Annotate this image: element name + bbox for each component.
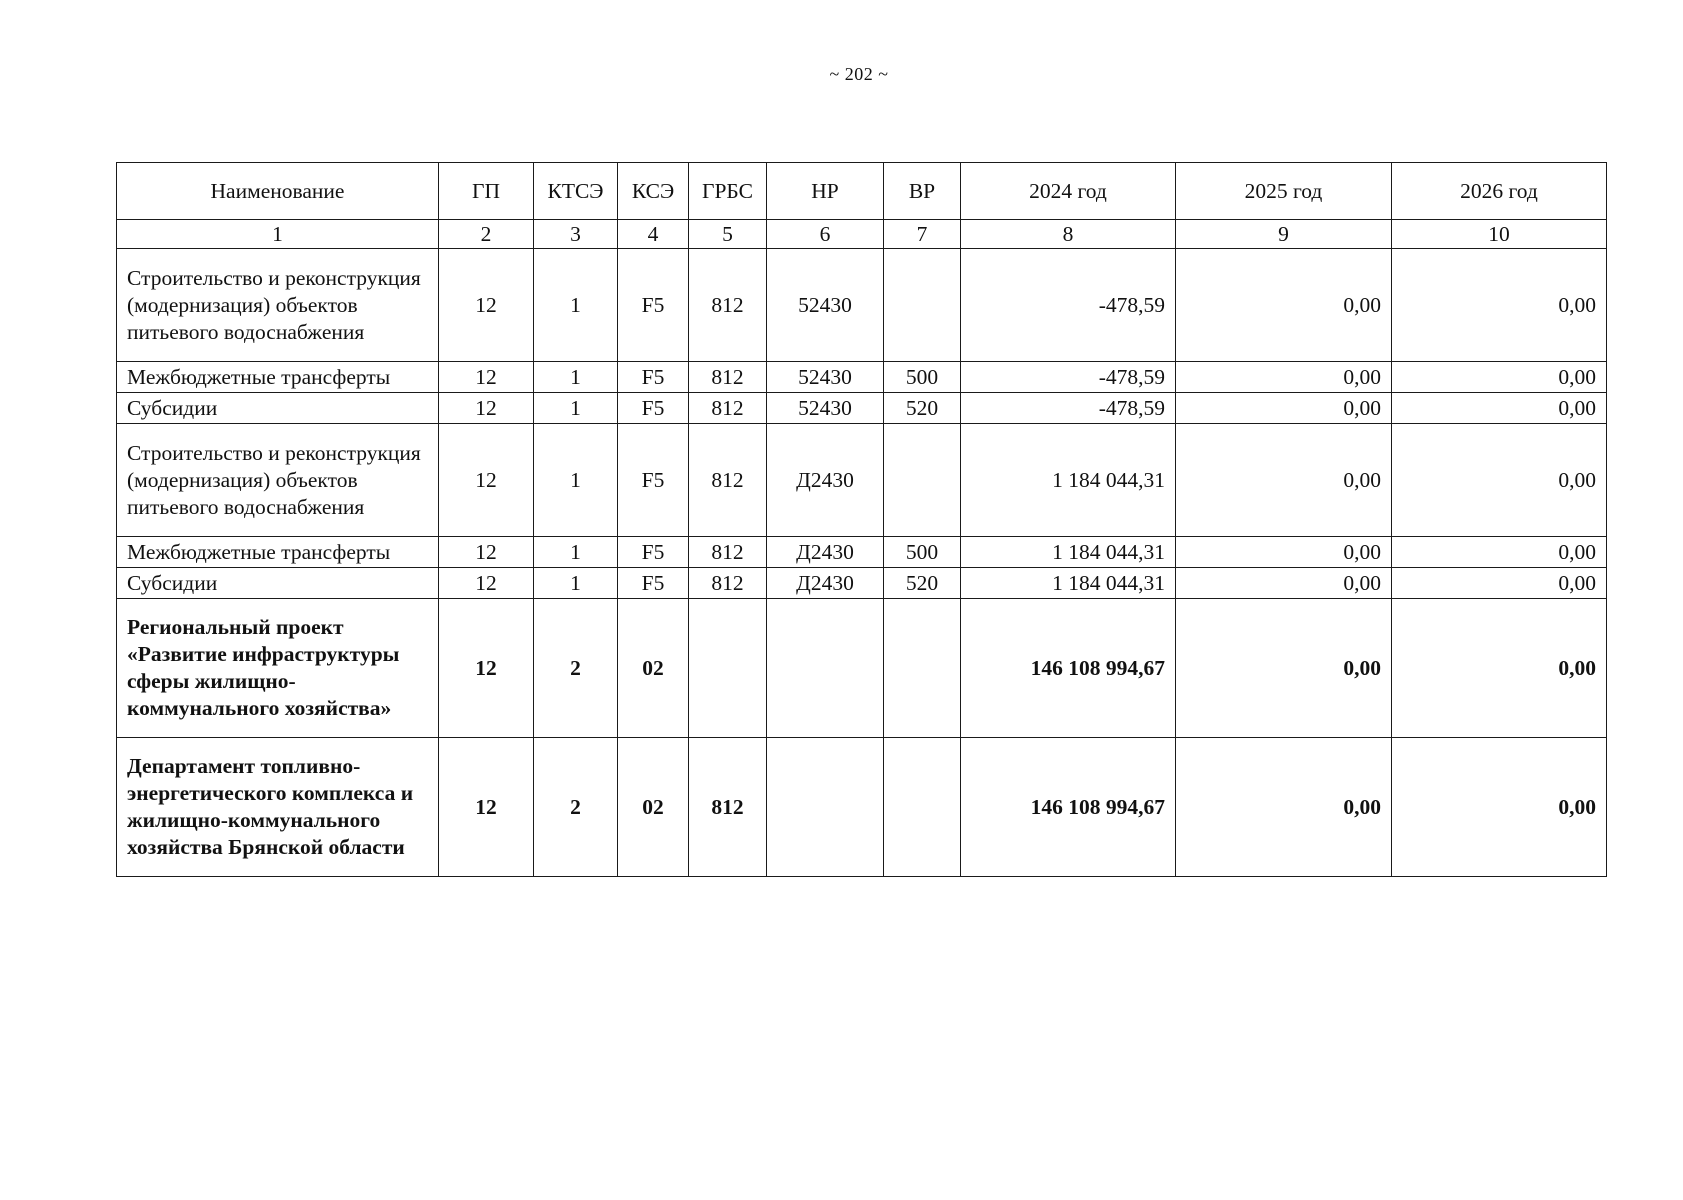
- row-gp: 12: [439, 738, 534, 877]
- row-ktse: 1: [534, 568, 618, 599]
- header-name: Наименование: [117, 163, 439, 220]
- row-nr: Д2430: [767, 537, 884, 568]
- table-row: [117, 738, 1607, 877]
- row-grbs: 812: [689, 424, 767, 537]
- row-grbs: 812: [689, 249, 767, 362]
- row-2025: 0,00: [1176, 362, 1392, 393]
- row-2025: 0,00: [1176, 249, 1392, 362]
- row-2026: 0,00: [1392, 362, 1607, 393]
- row-ktse: 2: [534, 738, 618, 877]
- row-gp: 12: [439, 424, 534, 537]
- table-row: [117, 537, 1607, 568]
- row-vr: [884, 424, 961, 537]
- row-nr: 52430: [767, 249, 884, 362]
- row-2026: 0,00: [1392, 599, 1607, 738]
- row-2024: -478,59: [961, 249, 1176, 362]
- row-2024: 1 184 044,31: [961, 537, 1176, 568]
- row-name: Межбюджетные трансферты: [117, 362, 439, 393]
- header-2025: 2025 год: [1176, 163, 1392, 220]
- row-nr: 52430: [767, 362, 884, 393]
- row-2024: 1 184 044,31: [961, 424, 1176, 537]
- table-row: [117, 362, 1607, 393]
- row-2024: 146 108 994,67: [961, 738, 1176, 877]
- row-2026: 0,00: [1392, 537, 1607, 568]
- row-kse: F5: [618, 249, 689, 362]
- row-grbs: 812: [689, 393, 767, 424]
- row-2026: 0,00: [1392, 424, 1607, 537]
- row-nr: 52430: [767, 393, 884, 424]
- row-gp: 12: [439, 249, 534, 362]
- row-gp: 12: [439, 599, 534, 738]
- table-row: [117, 599, 1607, 738]
- row-ktse: 1: [534, 393, 618, 424]
- row-2026: 0,00: [1392, 738, 1607, 877]
- row-2024: 146 108 994,67: [961, 599, 1176, 738]
- row-gp: 12: [439, 537, 534, 568]
- row-vr: [884, 738, 961, 877]
- header-2024: 2024 год: [961, 163, 1176, 220]
- row-kse: F5: [618, 393, 689, 424]
- row-name: Строительство и реконструкция (модернизация) объектов питьевого водоснабжения: [117, 249, 439, 362]
- table-row: [117, 249, 1607, 362]
- row-grbs: [689, 599, 767, 738]
- row-nr: [767, 599, 884, 738]
- column-number-row: [117, 220, 1607, 249]
- row-2024: -478,59: [961, 393, 1176, 424]
- header-nr: НР: [767, 163, 884, 220]
- column-number: 9: [1176, 220, 1392, 249]
- table-row: [117, 424, 1607, 537]
- header-2026: 2026 год: [1392, 163, 1607, 220]
- row-2026: 0,00: [1392, 249, 1607, 362]
- row-vr: 500: [884, 362, 961, 393]
- row-grbs: 812: [689, 537, 767, 568]
- column-number: 8: [961, 220, 1176, 249]
- row-name: Строительство и реконструкция (модернизация) объектов питьевого водоснабжения: [117, 424, 439, 537]
- row-name: Департамент топливно-энергетического комплекса и жилищно-коммунального хозяйства Брянской области: [117, 738, 439, 877]
- row-gp: 12: [439, 568, 534, 599]
- row-2025: 0,00: [1176, 738, 1392, 877]
- row-kse: F5: [618, 537, 689, 568]
- column-number: 7: [884, 220, 961, 249]
- row-nr: Д2430: [767, 424, 884, 537]
- row-kse: F5: [618, 424, 689, 537]
- row-name: Субсидии: [117, 393, 439, 424]
- row-kse: F5: [618, 568, 689, 599]
- row-grbs: 812: [689, 738, 767, 877]
- row-vr: [884, 249, 961, 362]
- table-row: [117, 393, 1607, 424]
- row-2024: 1 184 044,31: [961, 568, 1176, 599]
- row-vr: 500: [884, 537, 961, 568]
- column-number: 1: [117, 220, 439, 249]
- row-2025: 0,00: [1176, 537, 1392, 568]
- header-grbs: ГРБС: [689, 163, 767, 220]
- row-ktse: 1: [534, 249, 618, 362]
- row-vr: 520: [884, 568, 961, 599]
- row-nr: Д2430: [767, 568, 884, 599]
- row-ktse: 1: [534, 362, 618, 393]
- table-row: [117, 568, 1607, 599]
- row-kse: 02: [618, 738, 689, 877]
- header-row: [117, 163, 1607, 220]
- row-2025: 0,00: [1176, 393, 1392, 424]
- row-name: Региональный проект «Развитие инфраструктуры сферы жилищно-коммунального хозяйства»: [117, 599, 439, 738]
- row-ktse: 1: [534, 537, 618, 568]
- row-gp: 12: [439, 393, 534, 424]
- column-number: 5: [689, 220, 767, 249]
- header-vr: ВР: [884, 163, 961, 220]
- row-2026: 0,00: [1392, 393, 1607, 424]
- row-ktse: 2: [534, 599, 618, 738]
- row-name: Межбюджетные трансферты: [117, 537, 439, 568]
- row-name: Субсидии: [117, 568, 439, 599]
- row-nr: [767, 738, 884, 877]
- row-2025: 0,00: [1176, 424, 1392, 537]
- row-2025: 0,00: [1176, 599, 1392, 738]
- row-2025: 0,00: [1176, 568, 1392, 599]
- header-ktse: КТСЭ: [534, 163, 618, 220]
- column-number: 10: [1392, 220, 1607, 249]
- row-2024: -478,59: [961, 362, 1176, 393]
- row-vr: 520: [884, 393, 961, 424]
- budget-table: [116, 162, 1607, 877]
- row-grbs: 812: [689, 568, 767, 599]
- column-number: 6: [767, 220, 884, 249]
- row-grbs: 812: [689, 362, 767, 393]
- row-2026: 0,00: [1392, 568, 1607, 599]
- row-kse: 02: [618, 599, 689, 738]
- header-kse: КСЭ: [618, 163, 689, 220]
- row-vr: [884, 599, 961, 738]
- row-gp: 12: [439, 362, 534, 393]
- header-gp: ГП: [439, 163, 534, 220]
- row-ktse: 1: [534, 424, 618, 537]
- page-number: ~ 202 ~: [829, 64, 889, 84]
- column-number: 2: [439, 220, 534, 249]
- column-number: 3: [534, 220, 618, 249]
- row-kse: F5: [618, 362, 689, 393]
- column-number: 4: [618, 220, 689, 249]
